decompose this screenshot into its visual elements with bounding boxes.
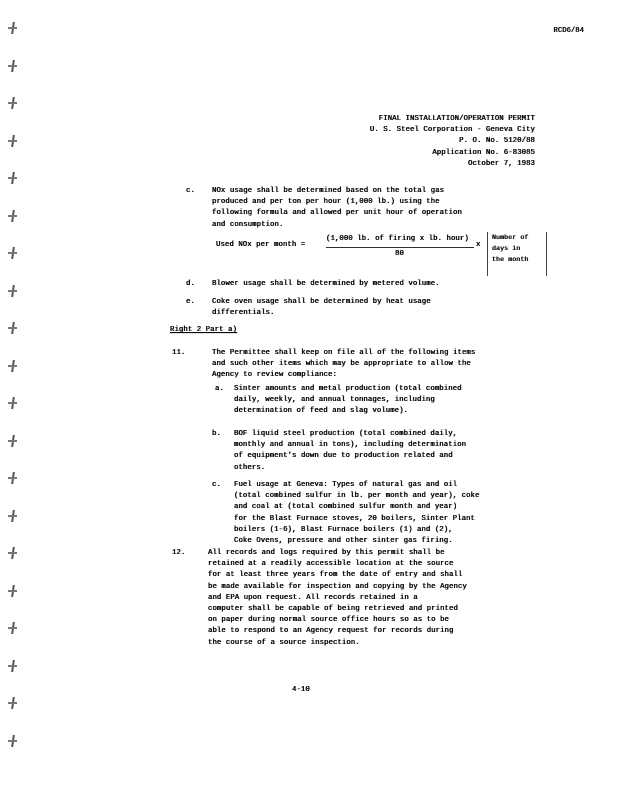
text-line: be made available for inspection and copying by the Agency: [208, 582, 467, 591]
text-line: daily, weekly, and annual tonnages, including: [234, 396, 435, 405]
header-line: U. S. Steel Corporation - Geneva City: [369, 126, 535, 135]
text-line: others.: [234, 463, 266, 472]
text-line: boilers (1-6), Blast Furnace boilers (1) and (2),: [234, 525, 453, 534]
text-line: able to respond to an Agency request for records during: [208, 627, 454, 636]
paragraph-marker: e.: [186, 298, 195, 306]
text-line: on paper during normal source office hours so as to be: [208, 616, 450, 625]
binder-mark: [6, 210, 20, 222]
text-line: NOx usage shall be determined based on the total gas: [212, 187, 445, 195]
text-line: of equipment's down due to production related and: [234, 452, 453, 461]
text-line: Coke oven usage shall be determined by heat usage: [212, 298, 431, 306]
binder-mark: [6, 60, 20, 72]
text-line: and EPA upon request. All records retained in a: [208, 593, 418, 602]
binder-mark: [6, 172, 20, 184]
text-line: and consumption.: [212, 220, 284, 229]
formula-left: Used NOx per month =: [216, 241, 306, 249]
paragraph-marker: b.: [212, 430, 221, 438]
binder-mark: [6, 472, 20, 484]
binder-mark: [6, 510, 20, 522]
binder-mark: [6, 397, 20, 409]
paragraph-marker: d.: [186, 280, 195, 288]
paragraph-e: [212, 297, 532, 319]
text-line: All records and logs required by this permit shall be: [208, 549, 445, 557]
text-line: computer shall be capable of being retrieved and printed: [208, 605, 458, 614]
paragraph-12: [208, 548, 548, 649]
binder-mark: [6, 360, 20, 372]
formula-times: x: [476, 241, 481, 249]
text-line: Blower usage shall be determined by metered volume.: [212, 280, 440, 288]
text-line: Coke Ovens, pressure and other sinter gas firing.: [234, 537, 453, 546]
text-line: Agency to review compliance:: [212, 371, 337, 380]
text-line: produced and per ton per hour (1,000 lb.) using the: [212, 198, 440, 207]
page-number: 4-10: [292, 686, 310, 694]
text-line: Fuel usage at Geneva: Types of natural gas and oil: [234, 481, 458, 489]
text-line: monthly and annual in tons), including determination: [234, 441, 467, 450]
text-line: for at least three years from the date of entry and shall: [208, 571, 463, 580]
binder-mark: [6, 135, 20, 147]
permit-header: [310, 114, 535, 170]
binder-mark: [6, 622, 20, 634]
text-line: The Permittee shall keep on file all of the following items: [212, 349, 476, 357]
binder-mark: [6, 435, 20, 447]
box-line: days in: [492, 245, 521, 252]
text-line: differentials.: [212, 309, 275, 318]
binder-mark: [6, 22, 20, 34]
binder-mark: [6, 547, 20, 559]
header-line: October 7, 1983: [468, 159, 535, 168]
binder-mark: [6, 247, 20, 259]
binder-marks: [4, 0, 26, 800]
text-line: and coal at (total combined sulfur month and year): [234, 503, 458, 512]
header-line: FINAL INSTALLATION/OPERATION PERMIT: [378, 115, 535, 123]
binder-mark: [6, 735, 20, 747]
paragraph-11b: [234, 429, 534, 474]
text-line: (total combined sulfur in lb. per month and year), coke: [234, 492, 480, 501]
formula-box: [487, 232, 547, 276]
paragraph-11c: [234, 480, 534, 547]
text-line: the course of a source inspection.: [208, 638, 360, 647]
text-line: Sinter amounts and metal production (total combined: [234, 385, 462, 393]
paragraph-11: [212, 348, 552, 382]
header-line: P. O. No. 5120/88: [459, 137, 535, 146]
text-line: determination of feed and slag volume).: [234, 407, 409, 416]
paragraph-11a: [234, 384, 534, 418]
paragraph-c: [212, 186, 532, 231]
document-id: RCD6/84: [553, 27, 584, 35]
formula-numerator: (1,000 lb. of firing x lb. hour): [326, 235, 469, 243]
text-line: for the Blast Furnace stoves, 20 boilers, Sinter Plant: [234, 514, 476, 523]
paragraph-marker: c.: [212, 481, 221, 489]
paragraph-marker: c.: [186, 187, 195, 195]
text-line: and such other items which may be appropriate to allow the: [212, 360, 471, 369]
text-line: following formula and allowed per unit hour of operation: [212, 209, 462, 218]
binder-mark: [6, 97, 20, 109]
binder-mark: [6, 585, 20, 597]
paragraph-marker: 12.: [172, 549, 186, 557]
binder-mark: [6, 285, 20, 297]
fraction-line: [326, 247, 474, 248]
text-line: BOF liquid steel production (total combined daily,: [234, 430, 458, 438]
paragraph-marker: 11.: [172, 349, 186, 357]
binder-mark: [6, 697, 20, 709]
formula-denominator: 80: [395, 250, 404, 258]
binder-mark: [6, 322, 20, 334]
paragraph-marker: a.: [215, 385, 224, 393]
header-line: Application No. 6-83085: [432, 148, 535, 157]
box-line: the month: [492, 256, 529, 263]
binder-mark: [6, 660, 20, 672]
section-title: Right 2 Part a): [170, 326, 237, 334]
text-line: retained at a readily accessible location at the source: [208, 560, 454, 569]
box-line: Number of: [492, 234, 529, 241]
paragraph-d: [212, 279, 532, 290]
